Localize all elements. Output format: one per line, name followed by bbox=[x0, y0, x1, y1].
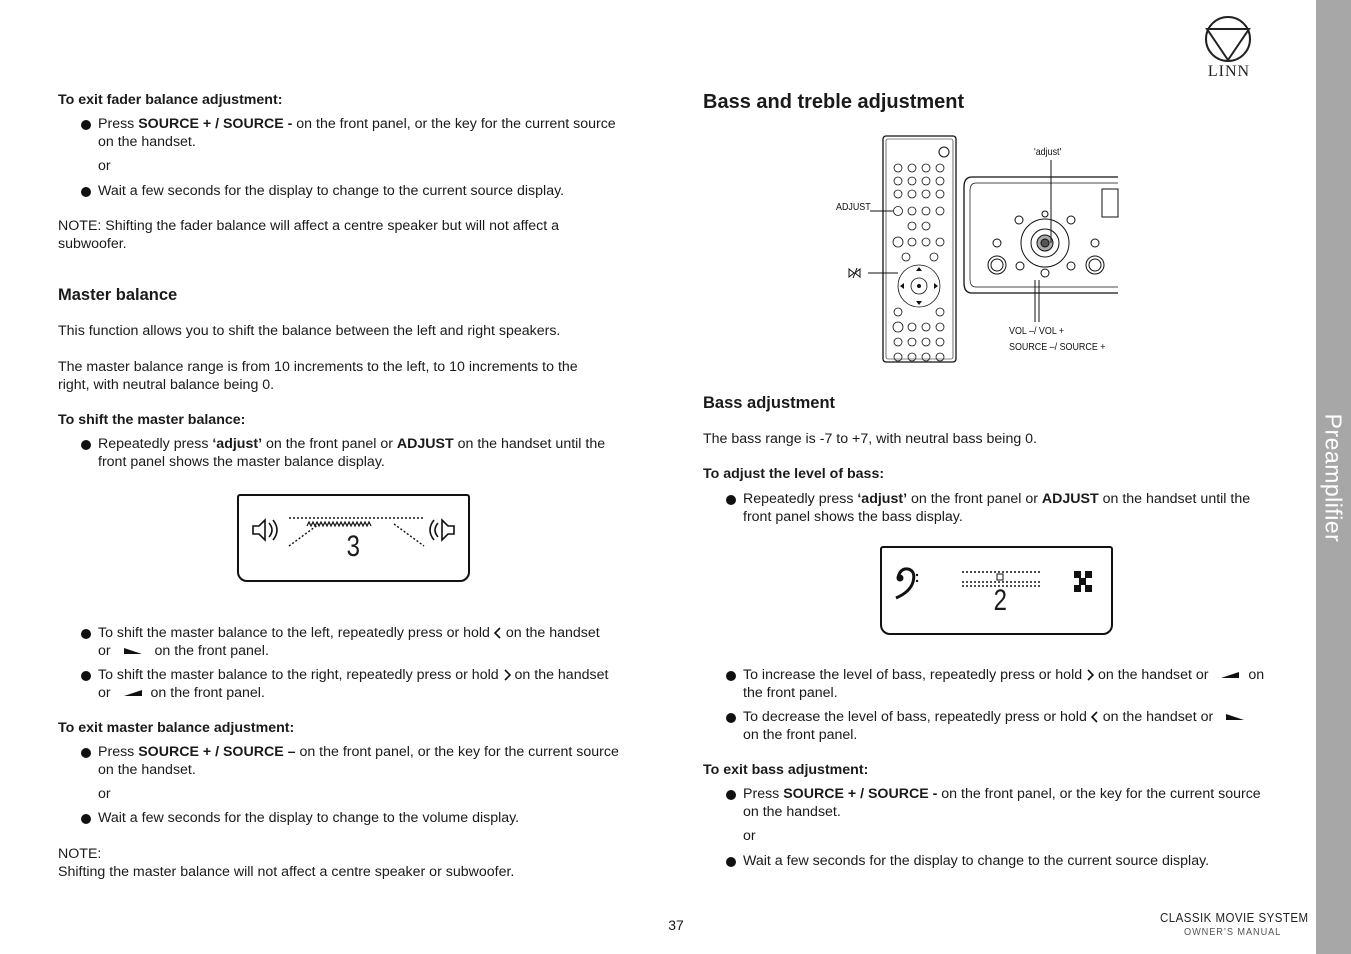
list-item: Wait a few seconds for the display to change to the current source display. bbox=[58, 183, 658, 199]
sidebar-label: Preamplifier bbox=[1320, 413, 1347, 543]
page-number: 37 bbox=[668, 917, 684, 933]
right-speaker-icon bbox=[430, 520, 454, 540]
exit-bass-heading: To exit bass adjustment: bbox=[703, 762, 869, 778]
source-label: SOURCE –/ SOURCE + bbox=[1009, 341, 1106, 353]
list-item: Wait a few seconds for the display to change to the current source display. bbox=[703, 853, 1313, 869]
adjust-bass-heading: To adjust the level of bass: bbox=[703, 466, 885, 482]
list-item: To increase the level of bass, repeatedly press or hold on the handset or on the front panel. bbox=[703, 667, 1313, 702]
footer-title: CLASSIK MOVIE SYSTEM bbox=[1160, 911, 1309, 925]
list-item: Press SOURCE + / SOURCE - on the front panel, or the key for the current source on the handset. bbox=[58, 116, 658, 151]
grid-icon bbox=[1074, 571, 1092, 592]
master-balance-display bbox=[237, 494, 470, 582]
bass-p1: The bass range is -7 to +7, with neutral bass being 0. bbox=[703, 431, 1037, 447]
ramp-up-icon bbox=[123, 688, 143, 698]
exit-fader-heading: To exit fader balance adjustment: bbox=[58, 92, 283, 108]
ramp-up-icon bbox=[1220, 670, 1240, 680]
master-p1: This function allows you to shift the balance between the left and right speakers. bbox=[58, 323, 561, 339]
note-master: NOTE: Shifting the master balance will not affect a centre speaker or subwoofer. bbox=[58, 846, 515, 880]
balance-value: 3 bbox=[346, 530, 361, 563]
bass-heading: Bass adjustment bbox=[703, 394, 836, 412]
remote-and-panel-diagram bbox=[840, 135, 1130, 363]
or-text: or bbox=[98, 786, 111, 802]
right-arrow-icon bbox=[1086, 669, 1094, 681]
adjust-caps-label: ADJUST bbox=[836, 201, 871, 213]
list-item: To shift the master balance to the left, repeatedly press or hold on the handset or on the front panel. bbox=[58, 625, 658, 660]
left-arrow-icon bbox=[1091, 711, 1099, 723]
logo-text: LINN bbox=[1207, 63, 1251, 80]
list-item: Press SOURCE + / SOURCE - on the front panel, or the key for the current source on the handset. bbox=[703, 786, 1313, 821]
page-title: Bass and treble adjustment bbox=[703, 91, 965, 113]
mute-icon bbox=[849, 268, 860, 278]
list-item: To shift the master balance to the right, repeatedly press or hold on the handset or on the front panel. bbox=[58, 667, 658, 702]
or-text: or bbox=[743, 828, 756, 844]
adjust-quote-label: 'adjust' bbox=[1034, 146, 1062, 158]
list-item: To decrease the level of bass, repeatedly press or hold on the handset or on the front panel. bbox=[703, 709, 1313, 744]
list-item: Repeatedly press ‘adjust’ on the front panel or ADJUST on the handset until the front panel shows the master balance display. bbox=[58, 436, 658, 471]
footer-subtitle: OWNER’S MANUAL bbox=[1184, 927, 1282, 938]
right-arrow-icon bbox=[503, 669, 511, 681]
left-arrow-icon bbox=[494, 627, 502, 639]
list-item: Press SOURCE + / SOURCE – on the front panel, or the key for the current source on the handset. bbox=[58, 744, 658, 779]
left-speaker-icon bbox=[253, 520, 277, 540]
vol-label: VOL –/ VOL + bbox=[1009, 325, 1065, 337]
ramp-down-icon bbox=[1225, 712, 1245, 722]
bass-display bbox=[880, 546, 1113, 635]
bass-value: 2 bbox=[993, 584, 1008, 617]
exit-master-heading: To exit master balance adjustment: bbox=[58, 720, 295, 736]
master-p2: The master balance range is from 10 increments to the left, to 10 increments to the right, with neutral balance being 0. bbox=[58, 359, 578, 393]
note-fader: NOTE: Shifting the fader balance will affect a centre speaker but will not affect a subwoofer. bbox=[58, 218, 560, 252]
list-item: Repeatedly press ‘adjust’ on the front panel or ADJUST on the handset until the front panel shows the bass display. bbox=[703, 491, 1313, 526]
or-text: or bbox=[98, 158, 111, 174]
shift-master-heading: To shift the master balance: bbox=[58, 412, 246, 428]
master-balance-heading: Master balance bbox=[58, 286, 178, 304]
list-item: Wait a few seconds for the display to change to the volume display. bbox=[58, 810, 658, 826]
bass-clef-icon bbox=[896, 569, 918, 598]
ramp-down-icon bbox=[123, 646, 143, 656]
